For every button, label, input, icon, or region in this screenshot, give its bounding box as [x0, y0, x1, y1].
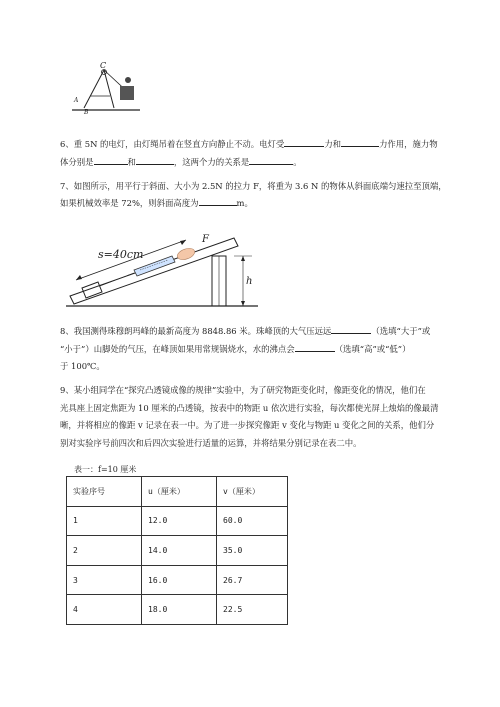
svg-text:A: A — [74, 97, 79, 104]
q8-line-1: 8、我国测得珠穆朗玛峰的最新高度为 8848.86 米。珠峰顶的大气压远远 （选填“大于”或 — [60, 326, 431, 336]
table-header-cell: v（厘米） — [217, 477, 288, 507]
table-cell: 1 — [67, 506, 142, 536]
q6-line-2: 体分别是 和 ，这两个力的关系是 。 — [60, 157, 302, 167]
table-cell: 35.0 — [217, 536, 288, 566]
table-caption: 表一：f=10 厘米 — [74, 465, 137, 474]
table-cell: 26.7 — [217, 565, 288, 595]
q6-blank-5[interactable] — [249, 164, 293, 165]
pulley-figure — [70, 58, 150, 114]
q7-line-1: 7、如图所示，用平行于斜面、大小为 2.5N 的拉力 F，将重为 3.6 N 的物体从斜面底端匀速拉至顶端， — [60, 181, 447, 191]
table-cell: 60.0 — [217, 506, 288, 536]
q7-line-2: 如果机械效率是 72%，则斜面高度为 m。 — [60, 198, 253, 208]
table-cell: 4 — [67, 595, 142, 625]
table-header-cell: u（厘米） — [142, 477, 217, 507]
experiment-table — [66, 476, 288, 625]
q6-blank-1[interactable] — [284, 146, 324, 147]
q6-blank-2[interactable] — [341, 146, 379, 147]
table-header-row — [67, 477, 288, 507]
table-cell: 22.5 — [217, 595, 288, 625]
table-cell: 16.0 — [142, 565, 217, 595]
table-row — [67, 536, 288, 566]
table-row — [67, 565, 288, 595]
q9-line-2: 光具座上固定焦距为 10 厘米的凸透镜，按表中的物距 u 依次进行实验，每次都使光屏上烛焰的像最清 — [60, 403, 439, 413]
f-label: F — [202, 234, 209, 245]
q9-line-4: 别对实验序号前四次和后四次实验进行适量的运算，并将结果分别记录在表二中。 — [60, 438, 362, 448]
q9-line-1: 9、某小组同学在“探究凸透镜成像的规律”实验中，为了研究物距变化时，像距变化的情况，他们在 — [60, 385, 426, 395]
table-cell: 3 — [67, 565, 142, 595]
svg-text:C: C — [100, 61, 107, 70]
table-cell: 12.0 — [142, 506, 217, 536]
table-cell: 18.0 — [142, 595, 217, 625]
table-cell: 14.0 — [142, 536, 217, 566]
h-label: h — [246, 276, 253, 287]
q8-blank-2[interactable] — [295, 351, 335, 352]
inclined-plane-figure — [62, 222, 262, 310]
table-cell: 2 — [67, 536, 142, 566]
s-label: s=40cm — [98, 248, 144, 261]
q7-blank[interactable] — [199, 205, 237, 206]
q8-line-2: “小于”）山脚处的气压，在峰顶如果用常规锅烧水，水的沸点会 （选填“高”或“低”） — [60, 344, 411, 354]
q8-blank-1[interactable] — [331, 333, 371, 334]
table-row — [67, 595, 288, 625]
q6-blank-4[interactable] — [136, 164, 174, 165]
table-row — [67, 506, 288, 536]
table-header-cell: 实验序号 — [67, 477, 142, 507]
q9-line-3: 晰，并将相应的像距 v 记录在表一中。为了进一步探究像距 v 变化与物距 u 变化之间的关系，他们分 — [60, 420, 435, 430]
q6-line-1: 6、重 5N 的电灯，由灯绳吊着在竖直方向静止不动。电灯受 力和 力作用，施力物 — [60, 139, 438, 149]
q8-line-3: 于 100℃。 — [60, 361, 105, 371]
svg-text:B: B — [84, 109, 89, 114]
q6-blank-3[interactable] — [94, 164, 128, 165]
